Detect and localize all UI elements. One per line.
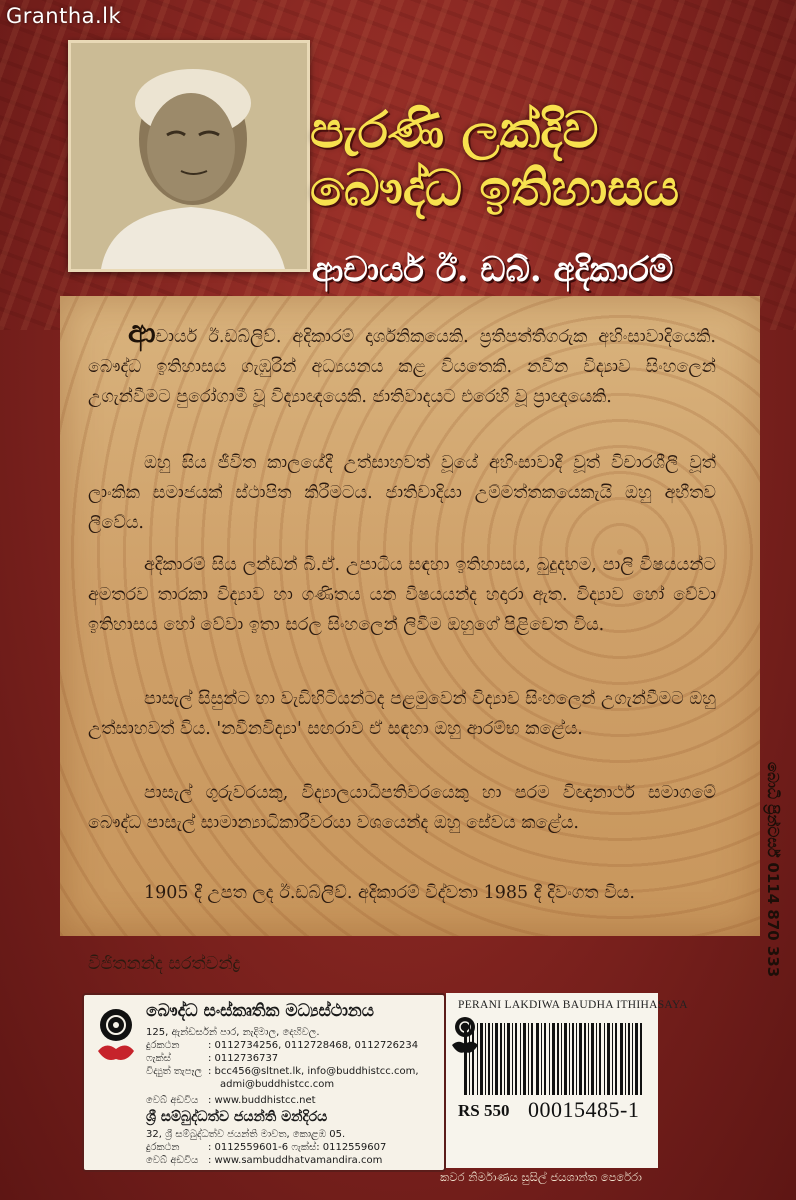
author-portrait [68, 40, 310, 272]
drop-cap: ආ [128, 315, 156, 350]
publisher-email-2: admi@buddhistcc.com [220, 1079, 335, 1090]
blurb-paragraph-1 [88, 315, 716, 412]
barcode-area [446, 993, 688, 1168]
tel-value: : 0112734256, 0112728468, 0112726234 [208, 1040, 419, 1051]
web-label: වෙබ් අඩවිය [146, 1095, 199, 1106]
branch-web-label: වෙබ් අඩවිය [146, 1155, 199, 1166]
publisher-logo-icon [94, 1007, 138, 1067]
tel-label: දුරකථන [146, 1040, 180, 1051]
blurb-signature: විජිතනන්ද සරත්චන්ද්‍ර [88, 954, 241, 974]
branch-tel-value: : 0112559601-6 ෆැක්ස්: 0112559607 [208, 1142, 387, 1153]
printer-credit-text: බොධි ප්‍රින්ටර්ස් 0114 870 333 [764, 762, 782, 978]
blurb-paragraph-1-text: චාර්ය ඊ.ඩබ්ලිව්. අදිකාරම් දාර්ශනිකයෙකි. ප්‍රතිපත්තිගරුක අහිංසාවාදියෙකි. බෞද්ධ ඉතිහාසය ගැඹුරින් අධ්‍යයනය කළ වියතෙකි. නවීන විද්‍යාව සිංහලෙන් උගැන්වීමට පුරෝගාමී වූ විද්‍යාඥයෙකි. ජාතිවාදයට එරෙහි වූ ප්‍රාඥයෙකි. [88, 327, 716, 407]
publisher-address: 125, ඇන්ඩර්සන් පාර, නැදිමාල, දෙහිවල. [146, 1027, 320, 1038]
branch-web-value: : www.sambuddhatvamandira.com [208, 1155, 383, 1166]
blurb-paragraph-2: ඔහු සිය ජීවිත කාලයේදී උත්සාහවත් වූයේ අහිංසාවාදී වූත් විචාරශීලී වූත් ලාංකික සමාජයක් ස්ථාපිත කිරීමටය. ජාතිවාදියා උම්මත්තකයෙකැයි ඔහු අභීතව ලීවේය. [88, 453, 716, 533]
publisher-imprint [82, 993, 446, 1172]
blurb-paragraph-4: පාසැල් සිසුන්ට හා වැඩිහිටියන්ටද පළමුවෙන් විද්‍යාව සිංහලෙන් උගැන්වීමට ඔහු උත්සාහවත් විය. 'නවීනවිද්‍යා' සඟරාව ඒ සඳහා ඔහු ආරම්භ කළේය. [88, 689, 716, 739]
cover-design-credit: කවර නිර්මාණය සුසිල් ජයශාන්ත පෙරේරා [440, 1170, 642, 1184]
branch-tel-label: දුරකථන [146, 1142, 180, 1153]
author-name: ආචාර්ය ඊ. ඩබ්. අදිකාරම් [312, 250, 674, 290]
branch-address: 32, ශ්‍රී සම්බුද්ධත්ව ජයන්ති මාවත, කොළඹ 05. [146, 1129, 346, 1140]
series-title: PERANI LAKDIWA BAUDHA ITHIHASAYA [458, 999, 688, 1011]
blurb-paragraph-5: පාසැල් ගුරුවරයකු, විද්‍යාලයාධිපතිවරයෙකු හා පරම විඥානාර්ථ සමාගමේ බෞද්ධ පාසැල් සාමාන්‍යාධිකාරීවරයා වශයෙන්ද ඔහු සේවය කළේය. [88, 783, 716, 833]
publisher-tel-row [146, 1040, 418, 1051]
price-label: RS 550 [458, 1101, 510, 1120]
barcode [464, 1023, 642, 1095]
branch-name: ශ්‍රී සම්බුද්ධත්ව ජයන්ති මන්දිරය [146, 1109, 328, 1125]
publisher-name: බෞද්ධ සංස්කෘතික මධ්‍යස්ථානය [146, 1001, 374, 1021]
email-value: : bcc456@sltnet.lk, info@buddhistcc.com, [208, 1066, 419, 1077]
book-title-line-2: බෞද්ධ ඉතිහාසය [310, 158, 680, 217]
book-title-line-1: පැරණි ලක්දිව [310, 100, 599, 159]
fax-value: : 0112736737 [208, 1053, 279, 1064]
web-value: : www.buddhistcc.net [208, 1095, 316, 1106]
printer-credit [752, 762, 786, 978]
fax-label: ෆැක්ස් [146, 1053, 171, 1064]
publisher-fax-row [146, 1053, 278, 1064]
email-label: විද්‍යුත් තැපෑල [146, 1066, 202, 1077]
branch-web-row [146, 1155, 382, 1166]
branch-tel-row [146, 1142, 386, 1153]
publisher-web-row [146, 1095, 316, 1106]
site-watermark: Grantha.lk [6, 4, 122, 28]
blurb-paragraph-3: අදිකාරම් සිය ලන්ඩන් බී.ඒ. උපාධිය සඳහා ඉතිහාසය, බුදුදහම, පාලි විෂයයන්ට අමතරව තාරකා විද්‍යාව හා ගණිතය යන විෂයයන්ද හදාරා ඇත. විද්‍යාව හෝ වේවා ඉතිහාසය හෝ වේවා ඉතා සරල සිංහලෙන් ලිවීම ඔහුගේ පිළිවෙත විය. [88, 555, 716, 635]
blurb-paragraph-6: 1905 දී උපත ලද ඊ.ඩබ්ලිව්. අදිකාරම් විද්වතා 1985 දී දිවංගත විය. [144, 883, 635, 903]
publisher-email-row [146, 1066, 419, 1077]
barcode-number: 00015485-1 [528, 1097, 640, 1122]
